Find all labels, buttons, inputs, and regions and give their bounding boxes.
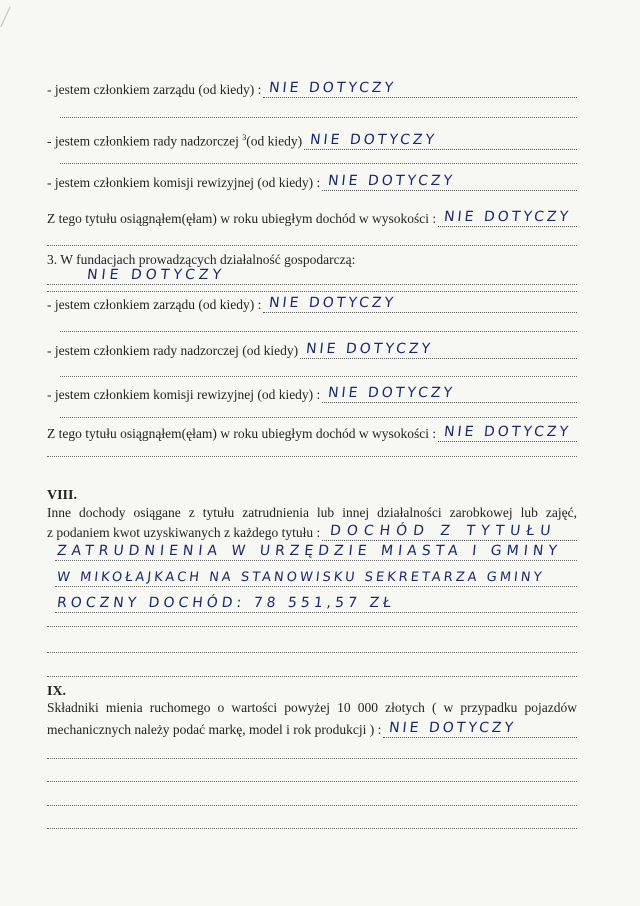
board-member-label: - jestem członkiem zarządu (od kiedy) : xyxy=(47,82,262,97)
section8-para-line2-row: z podaniem kwot uzyskiwanych z każdego tytułu : DOCHÓD Z TYTUŁU xyxy=(47,525,577,541)
income-answer: NIE DOTYCZY xyxy=(443,209,572,225)
s3-supervisory-answer: NIE DOTYCZY xyxy=(305,341,434,357)
section9-heading: IX. xyxy=(47,684,67,699)
audit-answer: NIE DOTYCZY xyxy=(327,173,457,189)
s3-income-row: Z tego tytułu osiągnąłem(ęłam) w roku ubiegłym dochód w wysokości : NIE DOTYCZY xyxy=(47,426,577,442)
s3-board-member-row: - jestem członkiem zarządu (od kiedy) : NIE DOTYCZY xyxy=(47,297,577,313)
section9-answer: NIE DOTYCZY xyxy=(388,720,518,736)
section8-para-line1: Inne dochody osiągane z tytułu zatrudnienia lub innej działalności zarobkowej lub zajęć, xyxy=(47,505,577,520)
s3-audit-answer: NIE DOTYCZY xyxy=(327,385,457,401)
supervisory-row: - jestem członkiem rady nadzorczej $^3$(od kiedy) NIE DOTYCZY xyxy=(47,130,577,150)
section8-heading: VIII. xyxy=(47,488,77,503)
s3-supervisory-row: - jestem członkiem rady nadzorczej (od kiedy) NIE DOTYCZY xyxy=(47,343,577,359)
section9-para-line2-row: mechanicznych należy podać markę, model i rok produkcji ) : NIE DOTYCZY xyxy=(47,722,577,738)
board-member-answer: NIE DOTYCZY xyxy=(268,80,398,96)
section8-answer-line3: W MIKOŁAJKACH NA STANOWISKU SEKRETARZA GMINY xyxy=(56,570,546,585)
section9-para-line1: Składniki mienia ruchomego o wartości powyżej 10 000 złotych ( w przypadku pojazdów xyxy=(47,700,577,715)
supervisory-answer: NIE DOTYCZY xyxy=(309,131,438,148)
audit-row: - jestem członkiem komisji rewizyjnej (od kiedy) : NIE DOTYCZY xyxy=(47,175,577,191)
section3-title: 3. W fundacjach prowadzących działalność gospodarczą: xyxy=(47,252,356,267)
board-member-row xyxy=(47,82,577,98)
s3-income-answer: NIE DOTYCZY xyxy=(443,424,572,440)
section8-answer-line2: ZATRUDNIENIA W URZĘDZIE MIASTA I GMINY xyxy=(56,543,563,559)
section8-answer-line4: ROCZNY DOCHÓD: 78 551,57 ZŁ xyxy=(56,595,396,611)
section3-answer: NIE DOTYCZY xyxy=(86,267,226,283)
section8-answer-line1: DOCHÓD Z TYTUŁU xyxy=(329,523,558,539)
income-row: Z tego tytułu osiągnąłem(ęłam) w roku ubiegłym dochód w wysokości : NIE DOTYCZY xyxy=(47,211,577,227)
s3-board-member-answer: NIE DOTYCZY xyxy=(268,295,398,311)
corner-mark xyxy=(0,7,28,36)
s3-audit-row: - jestem członkiem komisji rewizyjnej (od kiedy) : NIE DOTYCZY xyxy=(47,387,577,403)
